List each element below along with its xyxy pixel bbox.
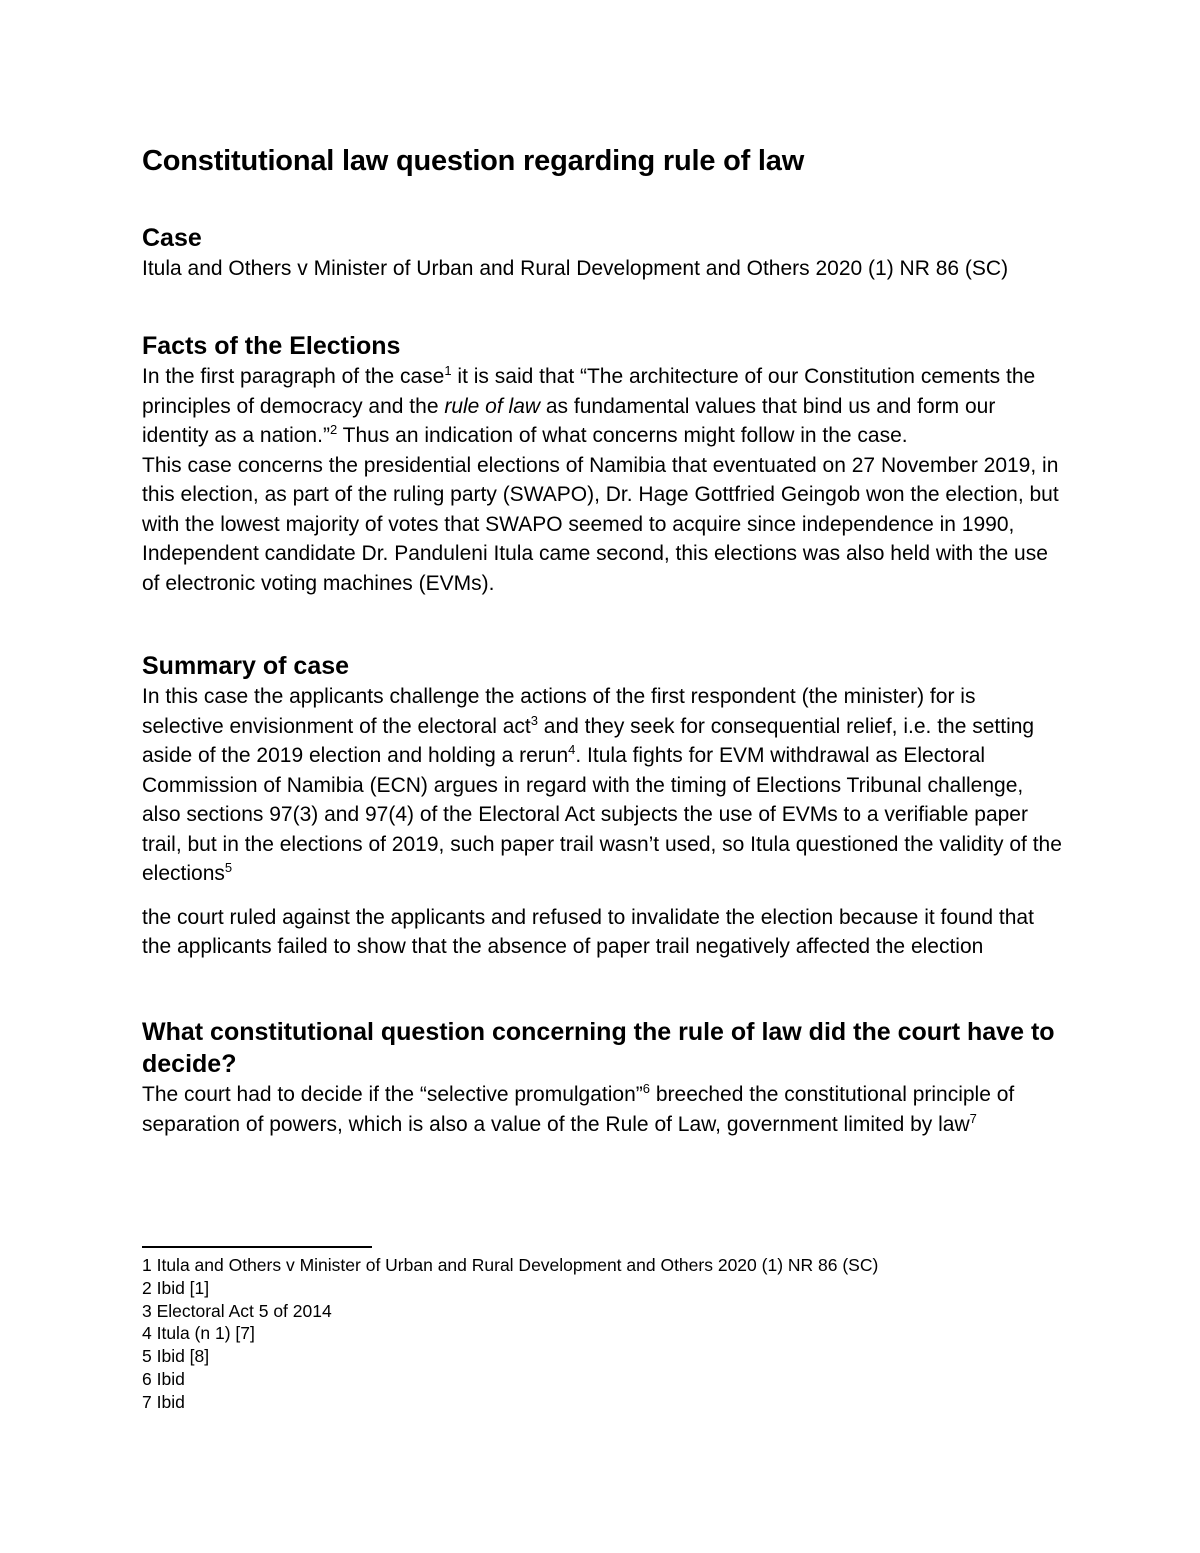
facts-p1-text-4: Thus an indication of what concerns might follow in the case. — [337, 424, 908, 447]
facts-paragraph-1 — [142, 362, 1062, 451]
footnote-4: 4 Itula (n 1) [7] — [142, 1323, 255, 1344]
case-section — [142, 222, 1062, 284]
facts-paragraph-2: This case concerns the presidential elections of Namibia that eventuated on 27 November 2019, in this election, as part of the ruling party (SWAPO), Dr. Hage Gottfried Geingob won the election, but with the lowest majority of votes that SWAPO seemed to acquire since independence in 1990, Independent candidate Dr. Panduleni Itula came second, this elections was also held with the use of electronic voting machines (EVMs). — [142, 453, 1059, 595]
footnote-ref-6: 6 — [642, 1081, 651, 1096]
facts-p1-text-2: it is said that “The architecture of our Constitution cements the principles of democracy and the — [142, 365, 1036, 418]
summary-p1-text-2: and they seek for consequential relief, i.e. the setting aside of the 2019 election and holding a rerun — [142, 714, 1035, 767]
footnote-6: 6 Ibid — [142, 1368, 185, 1389]
document-title: Constitutional law question regarding rule of law — [142, 145, 805, 177]
question-p1-text-1: The court had to decide if the “selective promulgation” — [142, 1083, 643, 1106]
question-paragraph — [142, 1080, 1062, 1139]
facts-p1-text-3: as fundamental values that bind us and form our identity as a nation.” — [142, 394, 996, 447]
case-heading: Case — [142, 224, 202, 252]
footnote-separator — [142, 1246, 372, 1248]
footnote-ref-4: 4 — [568, 742, 576, 757]
footnote-ref-1: 1 — [444, 363, 452, 378]
footnote-ref-7: 7 — [969, 1110, 977, 1126]
case-citation: Itula and Others v Minister of Urban and Rural Development and Others 2020 (1) NR 86 (SC) — [142, 257, 1009, 280]
footnotes-list — [142, 1254, 1062, 1414]
facts-p1-text-1: In the first paragraph of the case — [142, 365, 445, 388]
summary-p1-text-1: In this case the applicants challenge the actions of the first respondent (the minister) for is selective envisionment of the electoral act — [142, 685, 976, 738]
facts-heading: Facts of the Elections — [142, 332, 401, 360]
footnote-ref-5: 5 — [224, 860, 233, 875]
summary-p1-text-3: . Itula fights for EVM withdrawal as Electoral Commission of Namibia (ECN) argues in regard with the timing of Elections Tribunal challenge, also sections 97(3) and 97(4) of the Electoral Act subjects the use of EVMs to a verifiable paper trail, but in the elections of 2019, such paper trail wasn’t used, so Itula questioned the validity of the elections — [142, 744, 1062, 885]
footnote-3: 3 Electoral Act 5 of 2014 — [142, 1300, 332, 1321]
footnote-2: 2 Ibid [1] — [142, 1277, 210, 1298]
summary-paragraph-1 — [142, 682, 1062, 889]
question-heading: What constitutional question concerning the rule of law did the court have to decide? — [142, 1018, 1055, 1078]
footnote-ref-3: 3 — [530, 712, 538, 728]
summary-paragraph-2: the court ruled against the applicants and refused to invalidate the election because it found that the applicants failed to show that the absence of paper trail negatively affected the election — [142, 905, 1034, 958]
summary-heading: Summary of case — [142, 652, 350, 680]
question-p1-text-2: breeched the constitutional principle of separation of powers, which is also a value of the Rule of Law, government limited by law — [142, 1083, 1015, 1136]
summary-section — [142, 650, 1062, 962]
facts-p1-emphasis: rule of law — [444, 394, 541, 418]
question-section — [142, 1016, 1062, 1139]
footnote-ref-2: 2 — [329, 422, 338, 437]
footnote-5: 5 Ibid [8] — [142, 1346, 210, 1367]
footnote-7: 7 Ibid — [142, 1391, 185, 1412]
facts-section — [142, 330, 1062, 598]
footnote-1: 1 Itula and Others v Minister of Urban and Rural Development and Others 2020 (1) NR 86 (SC) — [142, 1255, 879, 1275]
